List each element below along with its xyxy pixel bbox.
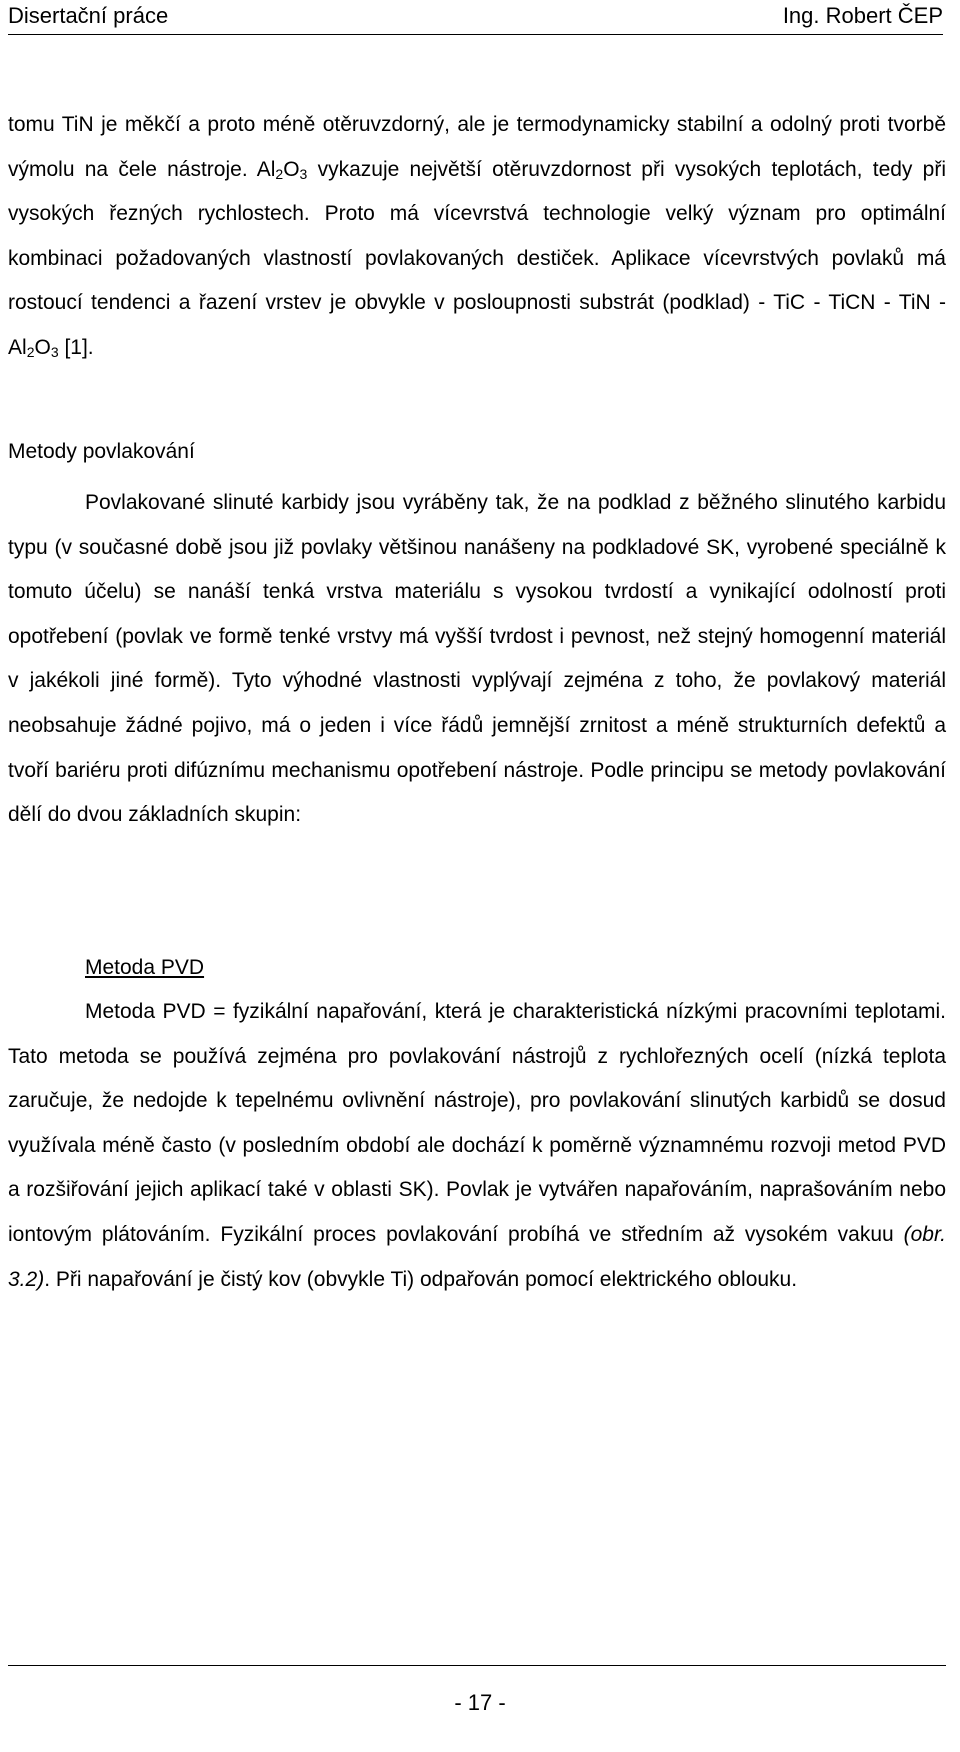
text-run: . Při napařování je čistý kov (obvykle Ti) odpařován pomocí elektrického oblouku. [44,1267,798,1291]
header-document-type: Disertační práce [8,3,169,28]
footer-divider [8,1665,946,1666]
figure-reference: (obr. 3.2) [8,1222,946,1291]
page-header [8,0,943,35]
text-run: Metoda PVD = fyzikální napařování, která je charakteristická nízkými pracovními teplotami. Tato metoda se používá zejména pro povlakování nástrojů z rychlořezných ocelí (nízká teplota zaručuje, že nedojde k tepelnému ovlivnění nástroje), pro povlakování slinutých karbidů se dosud využívala méně často (v posledním období ale dochází k poměrně významnému rozvoji metod PVD a rozšiřování jejich aplikací také v oblasti SK). Povlak je vytvářen napařováním, naprašováním nebo iontovým plátováním. Fyzikální proces povlakování probíhá ve středním až vysokém vakuu [8,1000,946,1246]
subscript: 3 [299,165,308,182]
page-number: - 17 - [454,1690,506,1715]
section-heading-methods: Metody povlakování [8,440,195,463]
subscript: 2 [275,165,284,182]
text-run: vykazuje největší otěruvzdornost při vysokých teplotách, tedy při vysokých řezných rychlostech. Proto má vícevrstvá technologie velký význam pro optimální kombinaci požadovaných vlastností povlakovaných destiček. Aplikace vícevrstvých povlaků má rostoucí tendenci a řazení vrstev je obvykle v posloupnosti substrát (podklad) - TiC - TiCN - TiN - Al [8,157,947,359]
header-author: Ing. Robert ČEP [782,3,943,28]
subscript: 2 [26,343,35,360]
text-run: tomu TiN je měkčí a proto méně otěruvzdorný, ale je termodynamicky stabilní a odolný proti tvorbě výmolu na čele nástroje. Al [8,113,946,181]
paragraph-coating-methods: Povlakované slinuté karbidy jsou vyráběny tak, že na podklad z běžného slinutého karbidu typu (v současné době jsou již povlaky většinou nanášeny na podkladové SK, vyrobené speciálně k tomuto účelu) se nanáší tenká vrstva materiálu s vysokou tvrdostí a vynikající odolností proti opotřebení (povlak ve formě tenké vrstvy má vyšší tvrdost i pevnost, než stejný homogenní materiál v jakékoli jiné formě). Tyto výhodné vlastnosti vyplývají zejména z toho, že povlakový materiál neobsahuje žádné pojivo, má o jeden i více řádů jemnější zrnitost a méně strukturních defektů a tvoří bariéru proti difúznímu mechanismu opotřebení nástroje. Podle principu se metody povlakování dělí do dvou základních skupin: [8,491,946,827]
text-run: O [283,157,300,181]
paragraph-multilayer-coatings [8,103,946,371]
text-run: [1]. [58,335,94,359]
text-run: O [34,335,51,359]
section-heading-pvd: Metoda PVD [85,956,205,979]
paragraph-pvd-method [8,990,946,1302]
subscript: 3 [50,343,59,360]
